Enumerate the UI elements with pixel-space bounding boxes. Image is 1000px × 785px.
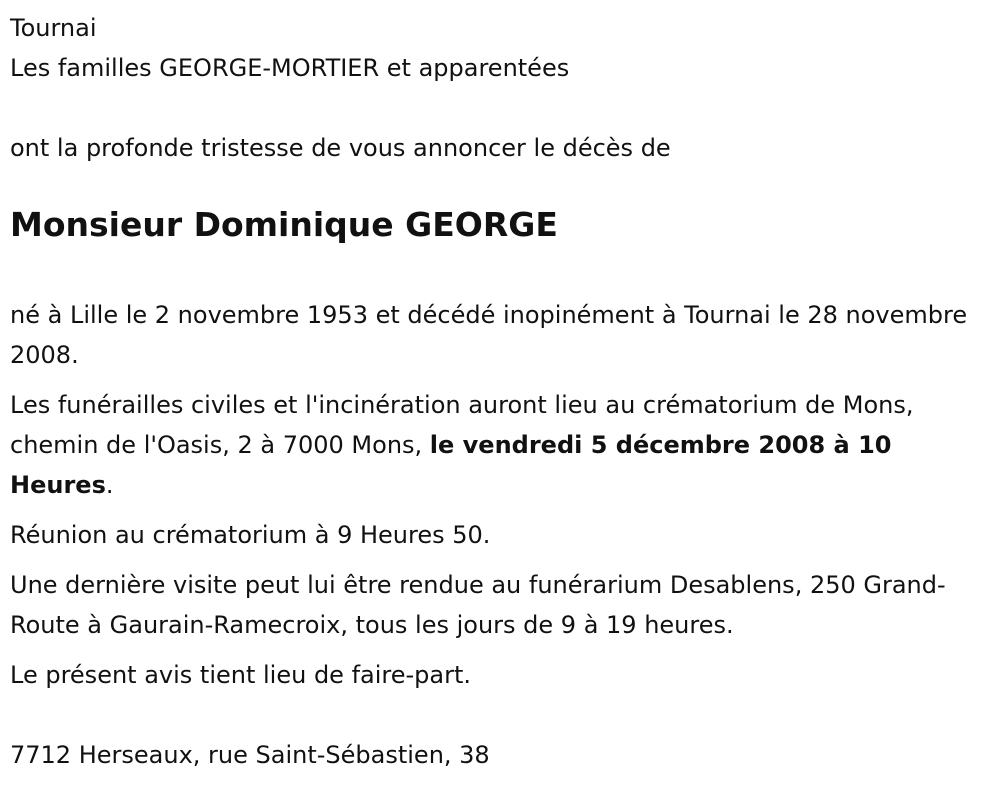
- announcement-intro: ont la profonde tristesse de vous annoncer le décès de: [10, 134, 671, 162]
- funeral-paragraph: [10, 385, 992, 505]
- funeral-end: .: [105, 471, 114, 499]
- birth-death-paragraph: né à Lille le 2 novembre 1953 et décédé inopinément à Tournai le 28 novembre 2008.: [10, 301, 968, 369]
- funeral-text: Les funérailles civiles et l'incinération auront lieu au crématorium de Mons, chemin de l'Oasis, 2 à 7000 Mons,: [10, 391, 914, 459]
- families-line: Les familles GEORGE-MORTIER et apparentées: [10, 54, 570, 82]
- visit-paragraph: Une dernière visite peut lui être rendue au funérarium Desablens, 250 Grand-Route à Gaurain-Ramecroix, tous les jours de 9 à 19 heures.: [10, 571, 946, 639]
- meeting-paragraph: Réunion au crématorium à 9 Heures 50.: [10, 521, 491, 549]
- city-line: Tournai: [10, 14, 97, 42]
- deceased-name: Monsieur Dominique GEORGE: [10, 205, 558, 244]
- funeral-datetime: le vendredi 5 décembre 2008 à 10 Heures: [10, 431, 892, 499]
- family-address: 7712 Herseaux, rue Saint-Sébastien, 38: [10, 741, 490, 769]
- notice-statement: Le présent avis tient lieu de faire-part.: [10, 661, 472, 689]
